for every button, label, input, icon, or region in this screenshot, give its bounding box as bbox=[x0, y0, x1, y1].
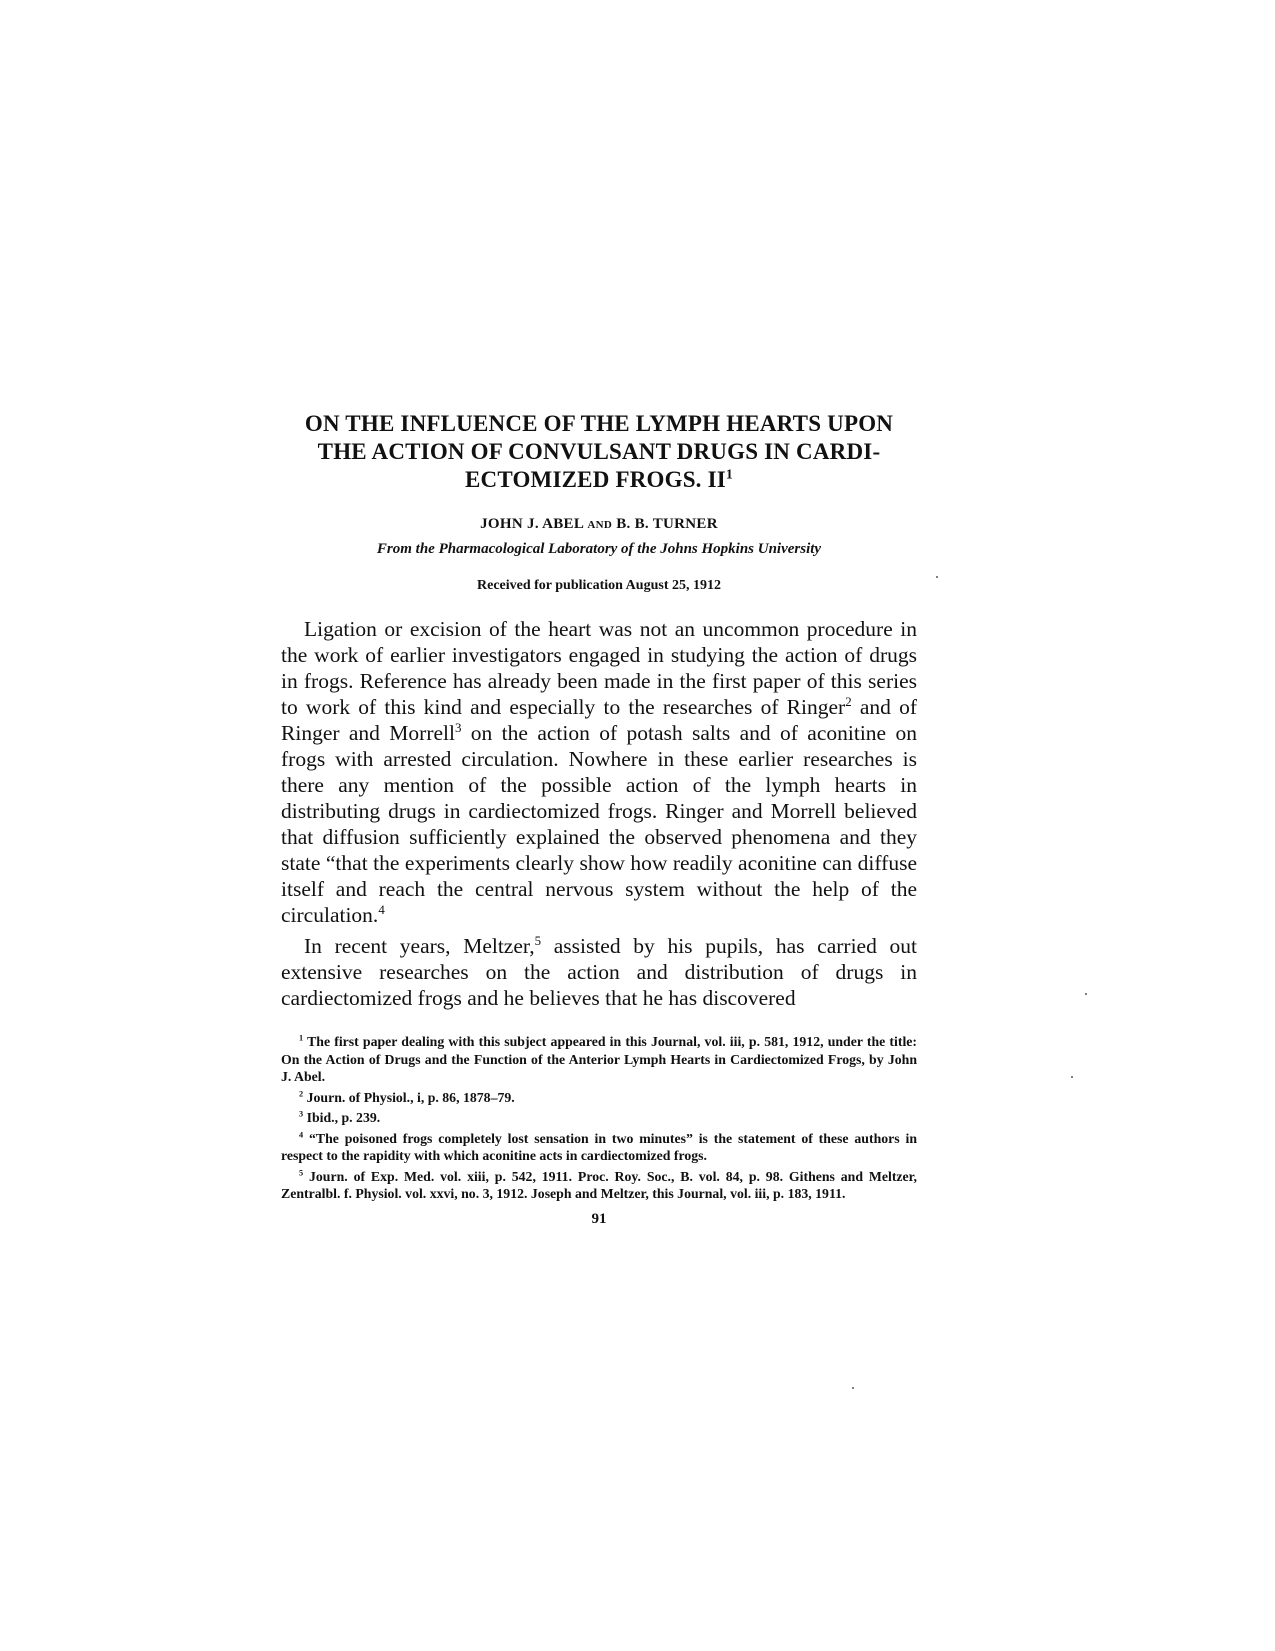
paragraph-2: In recent years, Meltzer,$^5$ assisted by his pupils, has carried out extensive researches on the action and distribution of drugs in cardiectomized frogs and he believes that he has discovered bbox=[281, 933, 918, 1010]
footnote-2: $^2$ Journ. of Physiol., i, p. 86, 1878–79. bbox=[299, 1088, 515, 1105]
footnote-4: $^4$ “The poisoned frogs completely lost sensation in two minutes” is the statement of these authors in respect to the rapidity with which aconitine acts in cardiectomized frogs. bbox=[281, 1129, 917, 1163]
affiliation: From the Pharmacological Laboratory of the Johns Hopkins University bbox=[376, 541, 822, 557]
received-date: Received for publication August 25, 1912 bbox=[477, 578, 721, 593]
footnote-ref-5: 5 bbox=[534, 933, 542, 948]
title-line-1: ON THE INFLUENCE OF THE LYMPH HEARTS UPON bbox=[304, 411, 894, 436]
title-footnote-mark: 1 bbox=[725, 466, 733, 482]
footnote-3: $^3$ Ibid., p. 239. bbox=[299, 1109, 381, 1125]
footnotes bbox=[281, 1033, 917, 1203]
author-turner: B. B. TURNER bbox=[616, 516, 718, 532]
scan-speck bbox=[1071, 1076, 1073, 1078]
scan-speck bbox=[1085, 993, 1087, 995]
title-line-3: ECTOMIZED FROGS. $II^1$ bbox=[464, 466, 733, 492]
article-body bbox=[281, 616, 917, 1011]
scan-speck bbox=[936, 576, 938, 578]
page-number: 91 bbox=[591, 1210, 607, 1227]
title-line-2: THE ACTION OF CONVULSANT DRUGS IN CARDI- bbox=[317, 439, 881, 464]
author-conjunction: AND bbox=[587, 519, 613, 531]
paragraph-1: Ligation or excision of the heart was not an uncommon procedure in the work of earlier investigators engaged in studying the action of drugs in frogs. Reference has already been made in the first paper of this series to work of this kind and especially to the researches of Ringer$^2$ and of Ringer and Morrell$^3$ on the action of potash salts and of aconitine on frogs with arrested circulation. Nowhere in these earlier researches is there any mention of the possible action of the lymph hearts in distributing drugs in cardiectomized frogs. Ringer and Morrell believed that diffusion sufficiently explained the observed phenomena and they state “that the experiments clearly show how readily aconitine can diffuse itself and reach the central nervous system without the help of the circulation.$^4$ bbox=[281, 617, 918, 927]
article-title bbox=[281, 410, 917, 494]
footnote-ref-2: 2 bbox=[845, 694, 852, 709]
scan-speck bbox=[852, 1387, 854, 1389]
footnote-ref-4: 4 bbox=[378, 902, 385, 917]
article-column bbox=[281, 410, 917, 1228]
authors-line bbox=[281, 516, 917, 533]
footnote-5: $^5$ Journ. of Exp. Med. vol. xiii, p. 542, 1911. Proc. Roy. Soc., B. vol. 84, p. 98. Githens and Meltzer, Zentralbl. f. Physiol. vol. xxvi, no. 3, 1912. Joseph and Meltzer, this Journal, vol. iii, p. 183, 1911. bbox=[281, 1167, 917, 1201]
footnote-ref-3: 3 bbox=[454, 720, 462, 735]
author-abel: JOHN J. ABEL bbox=[480, 516, 584, 532]
footnote-1: $^1$ The first paper dealing with this subject appeared in this Journal, vol. iii, p. 581, 1912, under the title: On the Action of Drugs and the Function of the Anterior Lymph Hearts in Cardiectomized Frogs, by John J. Abel. bbox=[281, 1033, 917, 1084]
